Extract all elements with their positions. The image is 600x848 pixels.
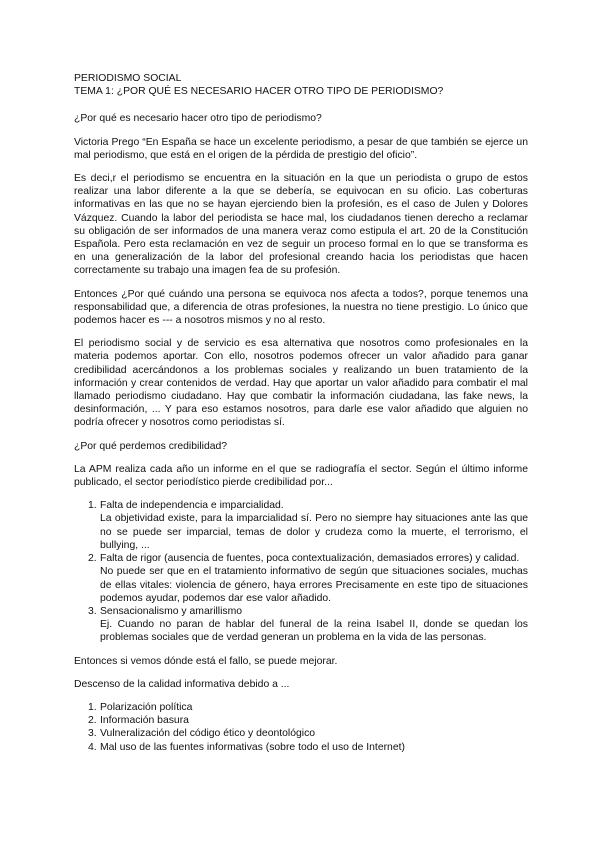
- list-number: 4.: [88, 741, 97, 753]
- list-item: [74, 714, 528, 727]
- paragraph-apm-report: La APM realiza cada año un informe en el que se radiografía el sector. Según el último informe publicado, el sector periodístico pierde credibilidad por...: [74, 463, 528, 489]
- paragraph-responsibility: Entonces ¿Por qué cuándo una persona se equivoca nos afecta a todos?, porque tenemos una responsabilidad que, a diferencia de otras profesiones, la nuestra no tiene prestigio. Lo único que podemos hacer es --- a nosotros mismos y no al resto.: [74, 288, 528, 327]
- list-number: 3.: [88, 728, 97, 740]
- list-item-text: Vulneralización del código ético y deontológico: [100, 728, 316, 740]
- topic-title: TEMA 1: ¿POR QUÉ ES NECESARIO HACER OTRO TIPO DE PERIODISMO?: [74, 86, 444, 98]
- list-item: [74, 727, 528, 740]
- section-question-1: ¿Por qué es necesario hacer otro tipo de periodismo?: [74, 113, 322, 125]
- list-number: 1.: [88, 701, 97, 713]
- list-item-body: La objetividad existe, para la imparcialidad sí. Pero no siempre hay situaciones ante las que no se puede ser imparcial, temas de dolor y crudeza como la muerte, el terrorismo, el bullying, ...: [100, 513, 528, 551]
- paragraph-conclusion: Entonces si vemos dónde está el fallo, se puede mejorar.: [74, 655, 338, 667]
- list-item-text: Información basura: [100, 715, 189, 727]
- credibility-reasons-list: [74, 499, 528, 644]
- section-question-2: ¿Por qué perdemos credibilidad?: [74, 440, 228, 452]
- list-item: [74, 499, 528, 552]
- list-item: [74, 701, 528, 714]
- list-item-text: Polarización política: [100, 701, 193, 713]
- list-item-title: Sensacionalismo y amarillismo: [100, 605, 243, 617]
- list-item: [74, 552, 528, 605]
- list-item-body: No puede ser que en el tratamiento informativo de según que situaciones sociales, muchas de ellas vitales: violencia de género, haya errores Precisamente en este tipo de situaciones podemos ayudar, podemos dar ese valor añadido.: [100, 566, 528, 604]
- quality-decline-list: [74, 701, 528, 754]
- course-title: PERIODISMO SOCIAL: [74, 73, 182, 84]
- list-item-body: Ej. Cuando no paran de hablar del funeral de la reina Isabel II, donde se quedan los problemas sociales que de verdad generan un problema en la vida de las personas.: [100, 619, 528, 644]
- paragraph-explanation: Es deci,r el periodismo se encuentra en la situación en la que un periodista o grupo de estos realizar una labor diferente a la que se debería, se equivocan en su oficio. Las coberturas informativas en las que no se hayan ejerciendo bien la profesión, es el caso de Julen y Dolores Vázquez. Cuando la labor del periodista se hace mal, los ciudadanos tienen derecho a reclamar su obligación de ser informados de una manera veraz como estipula el art. 20 de la Constitución Española. Pero esta reclamación en vez de seguir un proceso formal en lo que se transforma es en una generalización de la labor del profesional creando hacia los periodistas que hacen correctamente su trabajo una imagen fea de su profesión.: [74, 173, 528, 277]
- list-number: 3.: [88, 605, 97, 617]
- list-number: 2.: [88, 553, 97, 565]
- paragraph-quote: Victoria Prego “En España se hace un excelente periodismo, a pesar de que también se ejerce un mal periodismo, que está en el origen de la pérdida de prestigio del oficio”.: [74, 136, 528, 161]
- list-item-text: Mal uso de las fuentes informativas (sobre todo el uso de Internet): [100, 741, 405, 753]
- list-number: 1.: [88, 500, 97, 512]
- document-page: [74, 72, 528, 754]
- list-item: [74, 605, 528, 645]
- list-number: 2.: [88, 715, 97, 727]
- paragraph-social-journalism: El periodismo social y de servicio es esa alternativa que nosotros como profesionales en la materia podemos aportar. Con ello, nosotros podemos ofrecer un valor añadido para ganar credibilidad acercándonos a los problemas sociales y realizando un buen tratamiento de la información y crear contenidos de verdad. Hay que aportar un valor añadido para combatir el mal llamado periodismo ciudadano. Hay que combatir la información ciudadana, las fake news, la desinformación, ... Y para eso estamos nosotros, para darle ese valor añadido que alguien no podría ofrecer y nosotros como periodistas sí.: [74, 338, 528, 429]
- list-item: [74, 741, 528, 754]
- list-item-title: Falta de independencia e imparcialidad.: [100, 500, 284, 512]
- list-item-title: Falta de rigor (ausencia de fuentes, poca contextualización, demasiados errores) y calidad.: [100, 553, 520, 565]
- paragraph-descenso-intro: Descenso de la calidad informativa debido a ...: [74, 678, 290, 690]
- document-header: [74, 72, 528, 98]
